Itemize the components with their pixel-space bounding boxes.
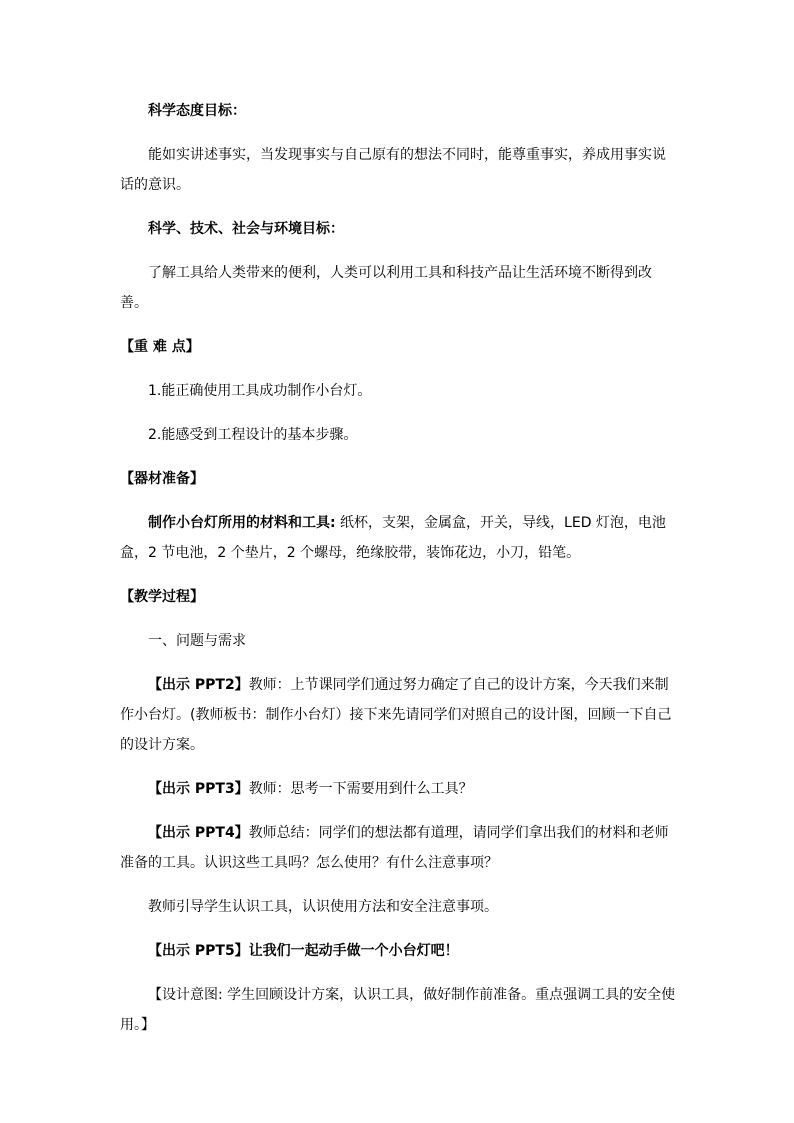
document-body bbox=[120, 96, 676, 1040]
ppt5-paragraph bbox=[120, 936, 676, 966]
ppt2-text: 教师：上节课同学们通过努力确定了自己的设计方案，今天我们来制作小台灯。(教师板书：制作小台灯）接下来先请同学们对照自己的设计图，回顾一下自己的设计方案。 bbox=[120, 677, 672, 753]
materials-heading: 【器材准备】 bbox=[120, 471, 204, 487]
design-intent-paragraph: 【设计意图: 学生回顾设计方案，认识工具，做好制作前准备。重点强调工具的安全使用。】 bbox=[120, 987, 676, 1033]
ppt5-tag: 【出示 PPT5】 bbox=[148, 943, 249, 959]
attitude-paragraph: 能如实讲述事实，当发现事实与自己原有的想法不同时，能尊重事实，养成用事实说话的意识。 bbox=[120, 147, 666, 193]
ppt5-text: 让我们一起动手做一个小台灯吧！ bbox=[248, 943, 459, 959]
ppt3-paragraph bbox=[120, 774, 676, 804]
guide-paragraph: 教师引导学生认识工具，认识使用方法和安全注意事项。 bbox=[148, 899, 498, 915]
attitude-heading: 科学态度目标： bbox=[148, 103, 246, 119]
ppt3-text: 教师：思考一下需要用到什么工具？ bbox=[248, 781, 473, 797]
step-heading: 一、问题与需求 bbox=[148, 633, 246, 649]
keypoints-heading: 【重 难 点】 bbox=[120, 339, 200, 355]
ppt3-tag: 【出示 PPT3】 bbox=[148, 781, 249, 797]
keypoint-item-1: 1.能正确使用工具成功制作小台灯。 bbox=[148, 383, 372, 399]
ppt2-tag: 【出示 PPT2】 bbox=[148, 677, 249, 693]
ppt4-text: 教师总结：同学们的想法都有道理，请同学们拿出我们的材料和老师准备的工具。认识这些工具吗？怎么使用？有什么注意事项？ bbox=[120, 825, 669, 871]
materials-label: 制作小台灯所用的材料和工具: bbox=[148, 515, 336, 531]
ppt4-tag: 【出示 PPT4】 bbox=[148, 825, 249, 841]
process-heading: 【教学过程】 bbox=[120, 589, 204, 605]
stse-heading: 科学、技术、社会与环境目标： bbox=[148, 221, 344, 237]
materials-paragraph bbox=[120, 508, 676, 568]
ppt2-paragraph bbox=[120, 670, 676, 760]
ppt4-paragraph bbox=[120, 818, 676, 878]
keypoint-item-2: 2.能感受到工程设计的基本步骤。 bbox=[148, 427, 358, 443]
materials-list: 纸杯，支架，金属盒，开关，导线，LED 灯泡，电池盒，2 节电池，2 个垫片，2 个螺母，绝缘胶带，装饰花边，小刀，铅笔。 bbox=[120, 515, 666, 561]
stse-paragraph: 了解工具给人类带来的便利，人类可以利用工具和科技产品让生活环境不断得到改善。 bbox=[120, 265, 652, 311]
